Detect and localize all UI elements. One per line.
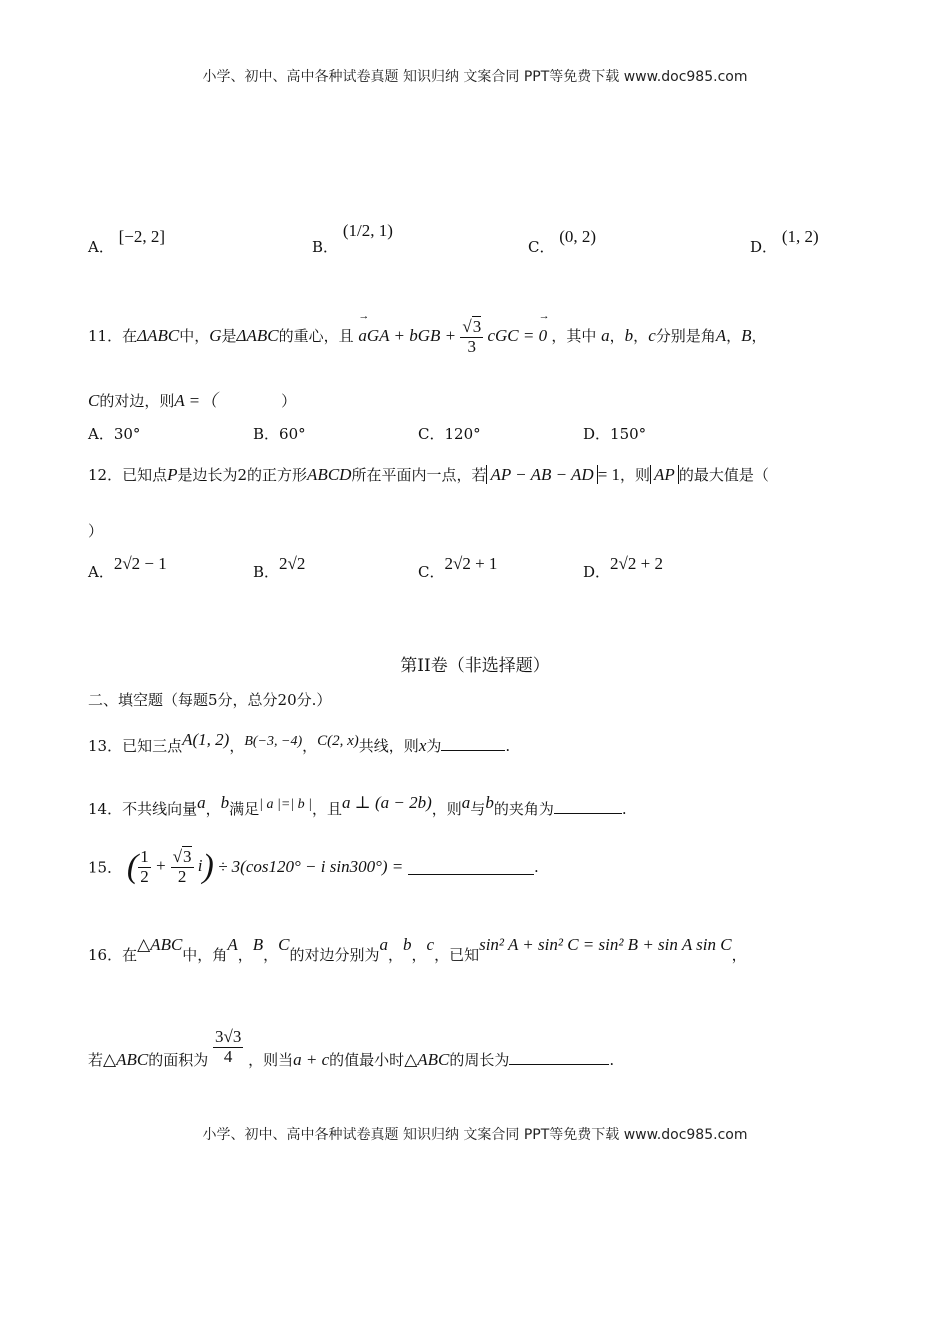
q16-line1: 16．在△ABC中，角A，B，C的对边分别为a，b，c，已知sin² A + sin² C = sin² B + sin A sin C， — [88, 935, 747, 964]
q10-option-d-value: (1, 2) — [781, 227, 819, 246]
q10-option-c-value: (0, 2) — [559, 227, 597, 246]
section-title: 第II卷（非选择题） — [400, 656, 550, 676]
q11-line2: C的对边，则A =（ ） — [88, 391, 297, 410]
q10-option-b: B． (1/2, 1) — [312, 221, 393, 256]
section-subtitle: 二、填空题（每题5分，总分20分.） — [88, 691, 332, 709]
q11-option-d: D．150° — [583, 425, 647, 443]
q10-option-a: A． [−2, 2] — [88, 227, 166, 256]
q14: 14．不共线向量a，b满足| a |=| b |，且a ⊥ (a − 2b)，则a与b的夹角为 . — [88, 793, 627, 818]
q10-option-c: C． (0, 2) — [528, 227, 597, 256]
q16-area-fraction: $\frac{3√3}{4}$ — [215, 1027, 242, 1066]
q12-option-c: C．2√2 + 1 — [418, 554, 498, 581]
q10-option-a-value: [−2, 2] — [118, 227, 166, 246]
q16-answer-blank[interactable] — [509, 1050, 609, 1065]
q13-answer-blank[interactable] — [441, 736, 505, 751]
q12-option-a: A．2√2 − 1 — [88, 554, 167, 581]
page-footer: 小学、初中、高中各种试卷真题 知识归纳 文案合同 PPT等免费下载 www.doc985.com — [202, 1127, 748, 1143]
q10-option-d: D． (1, 2) — [750, 227, 819, 256]
q15-answer-blank[interactable] — [408, 860, 534, 875]
q12-line2: ） — [88, 522, 104, 540]
q13: 13．已知三点A(1, 2)，B(−3, −4)，C(2, x)共线，则x为 . — [88, 730, 511, 755]
q14-answer-blank[interactable] — [554, 799, 622, 814]
q15: 15． ( $\frac{1}{2}$ + $\frac{√3}{2}$ i) ÷ 3(cos120° − i sin300°) = . — [88, 847, 539, 886]
q11-vector-equation: → aGA + bGB + $\frac{√3}{3}$ cGC = → 0 — [358, 326, 551, 345]
page-header: 小学、初中、高中各种试卷真题 知识归纳 文案合同 PPT等免费下载 www.doc985.com — [202, 69, 748, 85]
q12-option-b: B．2√2 — [253, 554, 306, 581]
q16-line2: 若△ABC的面积为 $\frac{3√3}{4}$ ，则当a + c的值最小时△ABC的周长为 . — [88, 1027, 615, 1070]
q15-expression: ( $\frac{1}{2}$ + $\frac{√3}{2}$ i) — [126, 847, 214, 886]
q11-option-b: B．60° — [253, 425, 306, 443]
q12-option-d: D．2√2 + 2 — [583, 554, 663, 581]
q12-line1: 12．已知点P是边长为2的正方形ABCD所在平面内一点，若 AP − AB − AD = 1，则 AP 的最大值是（ — [88, 465, 769, 484]
q11-line1: 11．在ΔABC中，G是ΔABC的重心，且 → aGA + bGB + $\frac{√3}{3}$ cGC = → 0 ，其中 a，b，c分别是角A，B， — [88, 318, 767, 356]
q11-option-a: A．30° — [88, 425, 141, 443]
q11-option-c: C．120° — [418, 425, 481, 443]
q10-option-b-value: (1/2, 1) — [342, 221, 393, 240]
